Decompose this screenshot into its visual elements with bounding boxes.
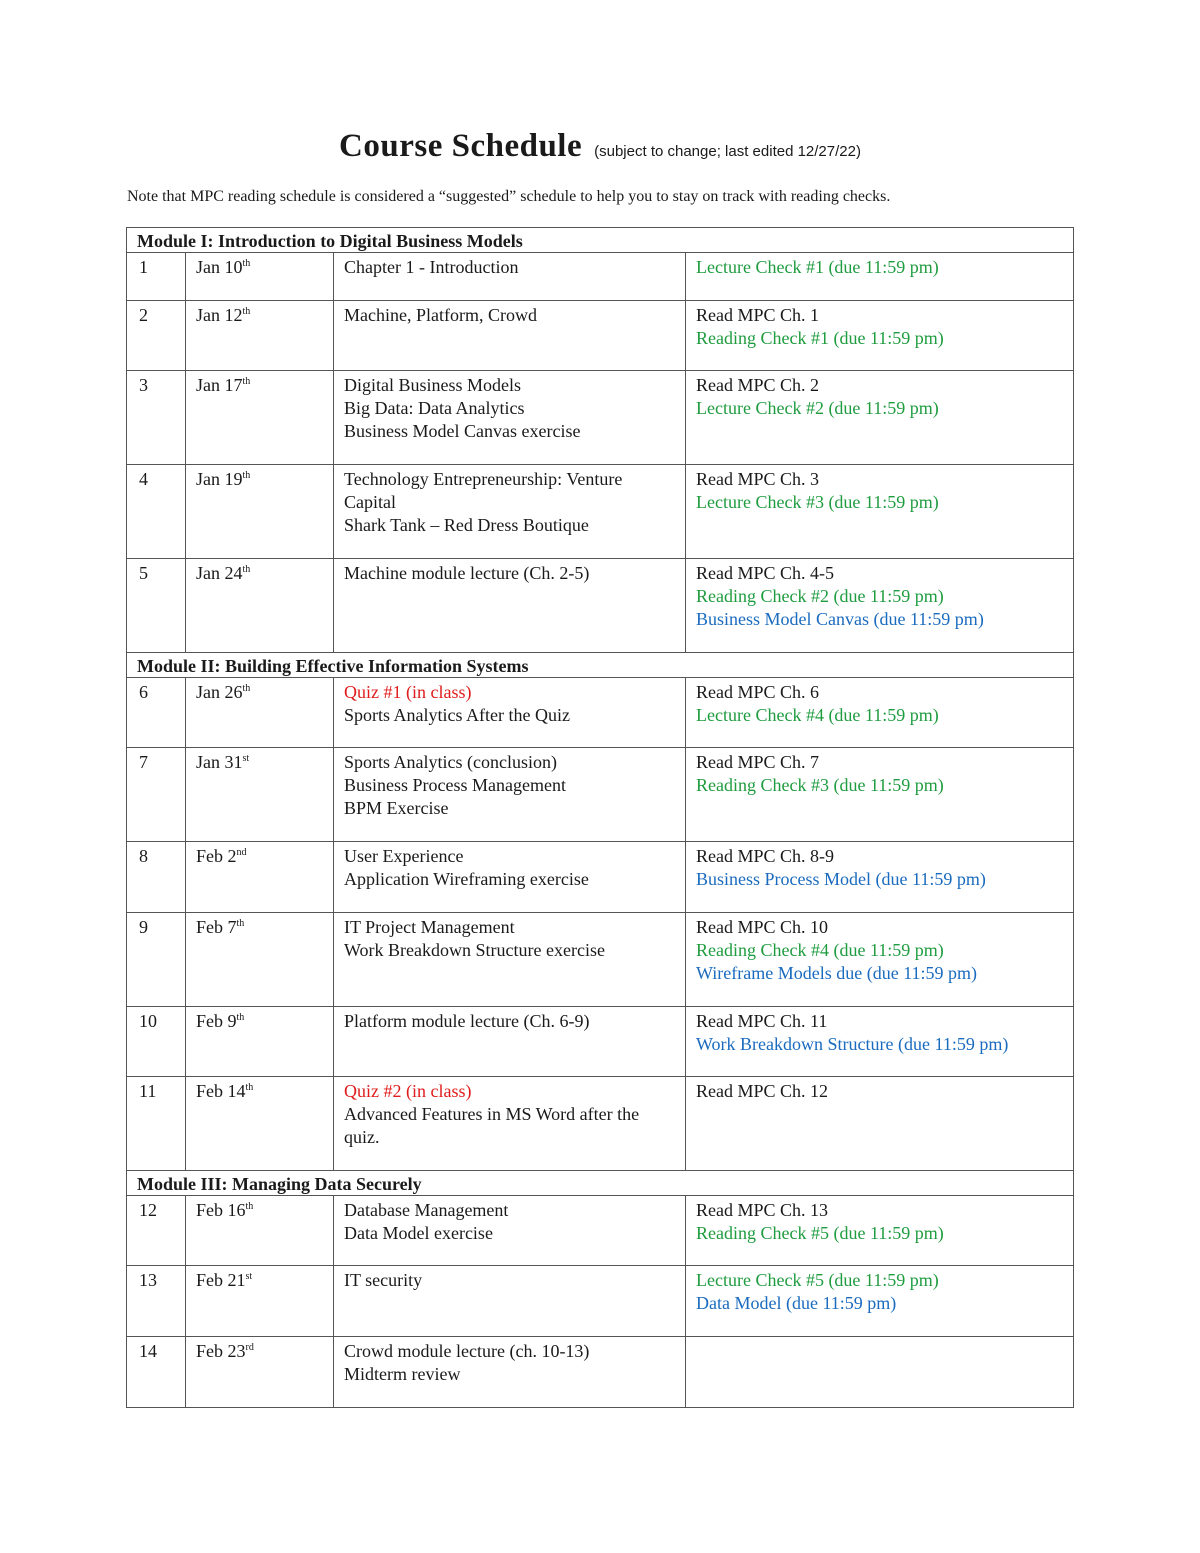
topic-line: Data Model exercise (344, 1223, 493, 1243)
date-text: Feb 9 (196, 1011, 237, 1031)
topic-line: User Experience (344, 846, 464, 866)
session-tasks (686, 1077, 1074, 1171)
session-number: 14 (127, 1337, 186, 1408)
session-date (186, 678, 334, 748)
session-date (186, 1266, 334, 1337)
schedule-body (127, 228, 1074, 1408)
reading-note: Note that MPC reading schedule is considered a “suggested” schedule to help you to stay on track with reading checks. (127, 188, 891, 205)
due-item: Reading Check #5 (due 11:59 pm) (696, 1223, 944, 1243)
session-topics (334, 253, 686, 301)
table-row (127, 301, 1074, 371)
date-suffix: th (242, 683, 251, 694)
table-row (127, 559, 1074, 653)
date-suffix: th (245, 1082, 254, 1093)
topic-line: Sports Analytics (conclusion) (344, 752, 557, 772)
module-title: Module II: Building Effective Information Systems (127, 653, 1074, 678)
date-suffix: th (245, 1201, 254, 1212)
session-topics (334, 1196, 686, 1266)
topic-line: Big Data: Data Analytics (344, 398, 525, 418)
due-item: Lecture Check #3 (due 11:59 pm) (696, 492, 939, 512)
date-suffix: th (242, 376, 251, 387)
session-topics (334, 1077, 686, 1171)
date-text: Feb 7 (196, 917, 237, 937)
session-tasks (686, 678, 1074, 748)
topic-line: Sports Analytics After the Quiz (344, 705, 570, 725)
date-suffix: st (242, 753, 250, 764)
topic-line: Work Breakdown Structure exercise (344, 940, 605, 960)
session-date (186, 1007, 334, 1077)
date-text: Jan 26 (196, 682, 243, 702)
topic-line: Platform module lecture (Ch. 6-9) (344, 1011, 590, 1031)
session-topics (334, 913, 686, 1007)
session-topics (334, 1266, 686, 1337)
table-row (127, 913, 1074, 1007)
session-number: 4 (127, 465, 186, 559)
date-text: Jan 17 (196, 375, 243, 395)
due-item: Reading Check #4 (due 11:59 pm) (696, 940, 944, 960)
table-row (127, 253, 1074, 301)
session-number: 8 (127, 842, 186, 913)
title-main: Course Schedule (339, 128, 583, 164)
session-number: 1 (127, 253, 186, 301)
session-tasks (686, 559, 1074, 653)
reading-assignment: Read MPC Ch. 8-9 (696, 846, 835, 866)
date-suffix: th (236, 1012, 245, 1023)
topic-line: IT security (344, 1270, 423, 1290)
due-item: Lecture Check #2 (due 11:59 pm) (696, 398, 939, 418)
session-topics (334, 465, 686, 559)
session-date (186, 913, 334, 1007)
reading-assignment: Read MPC Ch. 12 (696, 1081, 829, 1101)
topic-line: Business Model Canvas exercise (344, 421, 581, 441)
reading-assignment: Read MPC Ch. 13 (696, 1200, 829, 1220)
session-topics (334, 748, 686, 842)
due-item: Lecture Check #5 (due 11:59 pm) (696, 1270, 939, 1290)
module-title: Module I: Introduction to Digital Business Models (127, 228, 1074, 253)
session-tasks (686, 1007, 1074, 1077)
quiz-label: Quiz #1 (in class) (344, 682, 472, 702)
title-subtitle: (subject to change; last edited 12/27/22) (594, 143, 861, 160)
session-date (186, 1077, 334, 1171)
topic-line: Shark Tank – Red Dress Boutique (344, 515, 589, 535)
session-tasks (686, 748, 1074, 842)
table-row (127, 465, 1074, 559)
page-title (0, 128, 1200, 165)
session-tasks (686, 1266, 1074, 1337)
module-header-row (127, 653, 1074, 678)
reading-assignment: Read MPC Ch. 2 (696, 375, 820, 395)
date-text: Feb 14 (196, 1081, 246, 1101)
due-item: Data Model (due 11:59 pm) (696, 1293, 897, 1313)
topic-line: Application Wireframing exercise (344, 869, 589, 889)
session-number: 5 (127, 559, 186, 653)
quiz-label: Quiz #2 (in class) (344, 1081, 472, 1101)
date-text: Feb 16 (196, 1200, 246, 1220)
due-item: Wireframe Models due (due 11:59 pm) (696, 963, 978, 983)
session-number: 3 (127, 371, 186, 465)
date-suffix: th (242, 306, 251, 317)
session-number: 2 (127, 301, 186, 371)
topic-line: Crowd module lecture (ch. 10-13) (344, 1341, 590, 1361)
reading-assignment: Read MPC Ch. 6 (696, 682, 820, 702)
date-text: Feb 23 (196, 1341, 246, 1361)
session-number: 10 (127, 1007, 186, 1077)
date-text: Feb 2 (196, 846, 237, 866)
reading-assignment: Read MPC Ch. 7 (696, 752, 820, 772)
due-item: Reading Check #2 (due 11:59 pm) (696, 586, 944, 606)
topic-line: Business Process Management (344, 775, 566, 795)
date-text: Jan 31 (196, 752, 243, 772)
topic-line: BPM Exercise (344, 798, 449, 818)
session-topics (334, 842, 686, 913)
topic-line: Machine module lecture (Ch. 2-5) (344, 563, 590, 583)
table-row (127, 1337, 1074, 1408)
table-row (127, 1266, 1074, 1337)
reading-assignment: Read MPC Ch. 1 (696, 305, 820, 325)
table-row (127, 1077, 1074, 1171)
schedule-table (126, 227, 1074, 1408)
table-row (127, 1007, 1074, 1077)
date-text: Jan 12 (196, 305, 243, 325)
session-tasks (686, 913, 1074, 1007)
session-number: 12 (127, 1196, 186, 1266)
session-topics (334, 301, 686, 371)
due-item: Business Process Model (due 11:59 pm) (696, 869, 986, 889)
module-header-row (127, 228, 1074, 253)
session-tasks (686, 301, 1074, 371)
topic-line: Digital Business Models (344, 375, 522, 395)
date-suffix: th (242, 470, 251, 481)
due-item: Business Model Canvas (due 11:59 pm) (696, 609, 984, 629)
session-topics (334, 1007, 686, 1077)
topic-line: IT Project Management (344, 917, 515, 937)
session-date (186, 559, 334, 653)
date-text: Feb 21 (196, 1270, 246, 1290)
session-number: 6 (127, 678, 186, 748)
date-text: Jan 24 (196, 563, 243, 583)
reading-assignment: Read MPC Ch. 3 (696, 469, 820, 489)
session-tasks (686, 465, 1074, 559)
session-date (186, 371, 334, 465)
due-item: Lecture Check #1 (due 11:59 pm) (696, 257, 939, 277)
session-topics (334, 1337, 686, 1408)
topic-line: Midterm review (344, 1364, 461, 1384)
table-row (127, 748, 1074, 842)
session-tasks (686, 1196, 1074, 1266)
session-number: 9 (127, 913, 186, 1007)
module-title: Module III: Managing Data Securely (127, 1171, 1074, 1196)
session-tasks (686, 842, 1074, 913)
session-date (186, 253, 334, 301)
session-date (186, 465, 334, 559)
date-suffix: th (242, 258, 251, 269)
topic-line: Machine, Platform, Crowd (344, 305, 537, 325)
date-suffix: st (245, 1271, 253, 1282)
session-tasks (686, 253, 1074, 301)
session-tasks (686, 371, 1074, 465)
date-text: Jan 19 (196, 469, 243, 489)
table-row (127, 678, 1074, 748)
session-topics (334, 678, 686, 748)
session-number: 7 (127, 748, 186, 842)
table-row (127, 371, 1074, 465)
topic-line: Chapter 1 - Introduction (344, 257, 519, 277)
session-topics (334, 371, 686, 465)
topic-line: Technology Entrepreneurship: Venture Capital (344, 469, 623, 512)
session-date (186, 301, 334, 371)
date-text: Jan 10 (196, 257, 243, 277)
session-number: 11 (127, 1077, 186, 1171)
topic-line: Database Management (344, 1200, 509, 1220)
topic-line: Advanced Features in MS Word after the quiz. (344, 1104, 640, 1147)
session-date (186, 842, 334, 913)
date-suffix: rd (245, 1342, 254, 1353)
due-item: Reading Check #3 (due 11:59 pm) (696, 775, 944, 795)
due-item: Work Breakdown Structure (due 11:59 pm) (696, 1034, 1009, 1054)
session-date (186, 748, 334, 842)
session-date (186, 1196, 334, 1266)
table-row (127, 1196, 1074, 1266)
due-item: Reading Check #1 (due 11:59 pm) (696, 328, 944, 348)
date-suffix: nd (236, 847, 247, 858)
session-number: 13 (127, 1266, 186, 1337)
reading-assignment: Read MPC Ch. 11 (696, 1011, 828, 1031)
reading-assignment: Read MPC Ch. 10 (696, 917, 829, 937)
session-topics (334, 559, 686, 653)
table-row (127, 842, 1074, 913)
module-header-row (127, 1171, 1074, 1196)
reading-assignment: Read MPC Ch. 4-5 (696, 563, 835, 583)
session-tasks (686, 1337, 1074, 1408)
date-suffix: th (236, 918, 245, 929)
due-item: Lecture Check #4 (due 11:59 pm) (696, 705, 939, 725)
session-date (186, 1337, 334, 1408)
date-suffix: th (242, 564, 251, 575)
